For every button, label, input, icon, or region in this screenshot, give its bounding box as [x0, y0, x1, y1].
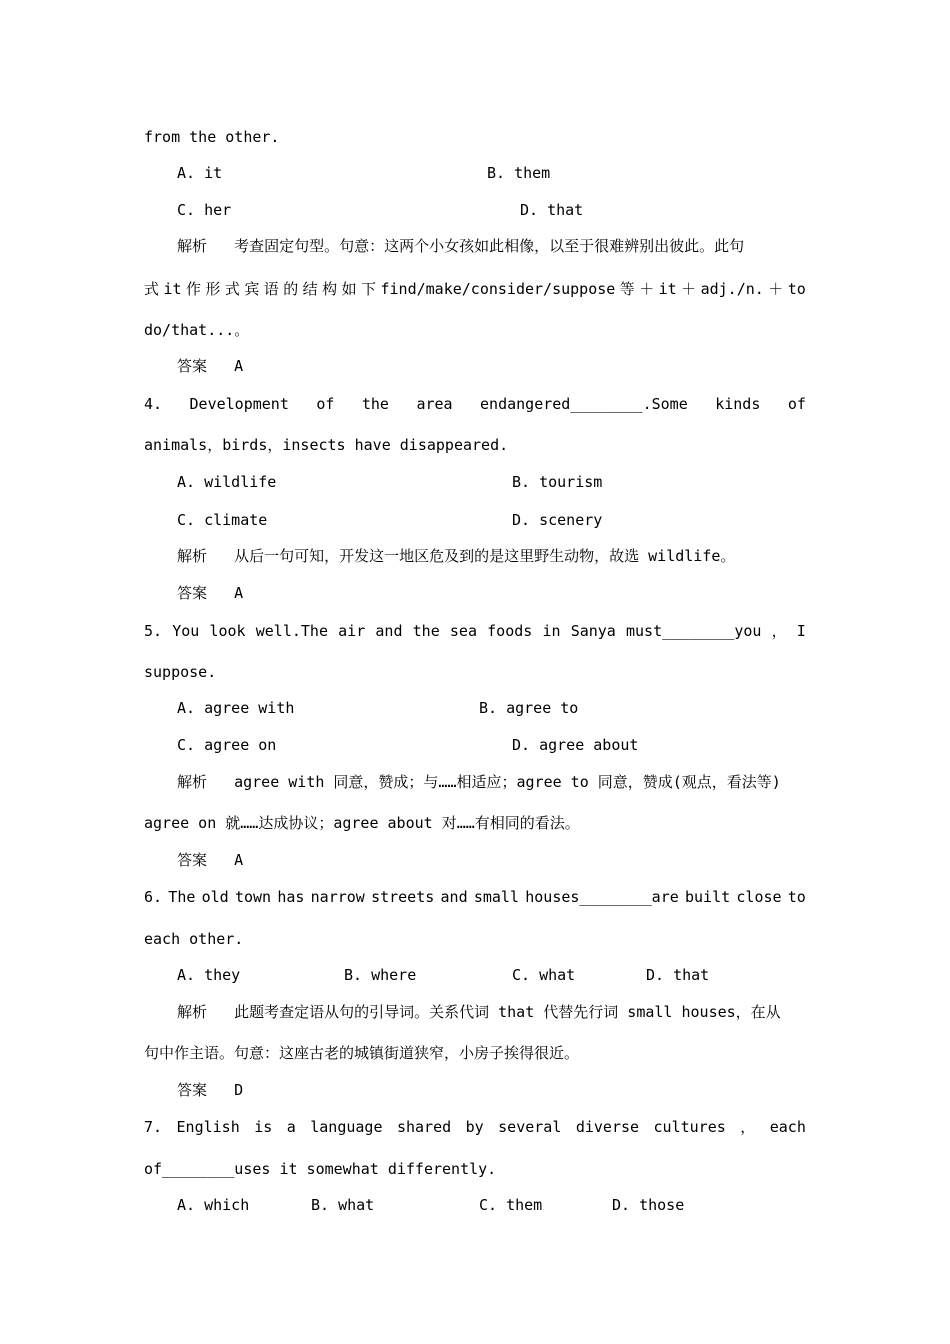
word: a	[286, 1118, 296, 1136]
word: must________you	[626, 622, 762, 640]
word: Sanya	[570, 622, 616, 640]
word: and	[440, 888, 468, 906]
q6-explanation-line1: 解析 此题考查定语从句的引导词。关系代词 that 代替先行词 small houses，在从	[177, 1003, 781, 1021]
word: it	[163, 280, 182, 298]
word: kinds	[715, 395, 761, 413]
word: 形	[205, 280, 221, 298]
q4-option-b: B. tourism	[512, 473, 603, 491]
q7-option-c: C. them	[479, 1196, 543, 1214]
word: 如	[341, 280, 357, 298]
word: well.The	[255, 622, 328, 640]
word: to	[787, 888, 806, 906]
word: area	[416, 395, 453, 413]
q5-answer: 答案 A	[177, 851, 244, 869]
q4-stem-line2: animals，birds，insects have disappeared.	[144, 436, 509, 454]
word: foods	[487, 622, 533, 640]
word: several	[498, 1118, 562, 1136]
word: 式	[144, 280, 160, 298]
word: 构	[322, 280, 338, 298]
word: diverse	[575, 1118, 640, 1136]
word: 的	[283, 280, 299, 298]
q7-stem-line1	[144, 1117, 806, 1137]
word: I	[796, 622, 806, 640]
word: small	[473, 888, 519, 906]
word: narrow	[310, 888, 365, 906]
q5-option-d: D. agree about	[512, 736, 639, 754]
word: has	[277, 888, 305, 906]
q6-answer: 答案 D	[177, 1081, 244, 1099]
word: 下	[361, 280, 377, 298]
word: 6.	[144, 888, 163, 906]
q3-explanation-line2	[144, 279, 806, 299]
word: ，	[740, 1118, 756, 1136]
q7-option-a: A. which	[177, 1196, 250, 1214]
word: the	[361, 395, 389, 413]
word: is	[254, 1118, 273, 1136]
word: to	[787, 280, 806, 298]
q3-option-d: D. that	[520, 201, 584, 219]
q4-answer: 答案 A	[177, 584, 244, 602]
q5-option-b: B. agree to	[479, 699, 579, 717]
q5-option-c: C. agree on	[177, 736, 277, 754]
q3-option-a: A. it	[177, 164, 223, 182]
word: 等	[619, 280, 635, 298]
word: cultures	[653, 1118, 726, 1136]
q6-stem-line1	[144, 887, 806, 907]
word: adj./n.	[700, 280, 764, 298]
q6-explanation-line2: 句中作主语。句意：这座古老的城镇街道狭窄，小房子挨得很近。	[144, 1044, 580, 1062]
q7-stem-line2: of________uses it somewhat differently.	[144, 1160, 497, 1178]
q6-option-a: A. they	[177, 966, 241, 984]
word: 宾	[244, 280, 260, 298]
q4-explanation: 解析 从后一句可知，开发这一地区危及到的是这里野生动物，故选 wildlife。	[177, 547, 736, 565]
word: endangered________.Some	[480, 395, 688, 413]
word: 语	[263, 280, 279, 298]
q7-option-b: B. what	[311, 1196, 375, 1214]
word: built	[685, 888, 731, 906]
word: streets	[371, 888, 435, 906]
q3-option-b: B. them	[487, 164, 551, 182]
q6-option-c: C. what	[512, 966, 576, 984]
q3-stem-tail: from the other.	[144, 128, 280, 146]
word: You	[172, 622, 200, 640]
q5-stem-line1	[144, 621, 806, 641]
q7-option-d: D. those	[612, 1196, 685, 1214]
word: each	[769, 1118, 806, 1136]
word: 结	[302, 280, 318, 298]
word: of	[316, 395, 335, 413]
word: houses________are	[525, 888, 679, 906]
q5-explanation-line2: agree on 就……达成协议；agree about 对……有相同的看法。	[144, 814, 580, 832]
word: ，	[771, 622, 787, 640]
q3-explanation-line1: 解析 考查固定句型。句意：这两个小女孩如此相像，以至于很难辨别出彼此。此句	[177, 237, 745, 255]
word: English	[176, 1118, 240, 1136]
q5-stem-line2: suppose.	[144, 663, 217, 681]
word: close	[736, 888, 782, 906]
word: by	[465, 1118, 484, 1136]
word: The	[168, 888, 196, 906]
word: ＋	[681, 280, 697, 298]
q6-stem-line2: each other.	[144, 930, 244, 948]
word: Development	[189, 395, 289, 413]
word: the	[412, 622, 440, 640]
q4-option-a: A. wildlife	[177, 473, 277, 491]
word: 作	[185, 280, 201, 298]
q4-stem-line1	[144, 394, 806, 414]
word: ＋	[768, 280, 784, 298]
q3-explanation-line3: do/that...。	[144, 321, 250, 339]
word: town	[234, 888, 272, 906]
word: language	[310, 1118, 383, 1136]
word: it	[658, 280, 677, 298]
word: old	[201, 888, 229, 906]
word: in	[542, 622, 561, 640]
word: 式	[224, 280, 240, 298]
word: look	[209, 622, 246, 640]
q6-option-b: B. where	[344, 966, 417, 984]
word: 4.	[144, 395, 163, 413]
word: shared	[396, 1118, 452, 1136]
word: ＋	[639, 280, 655, 298]
word: find/make/consider/suppose	[380, 280, 616, 298]
word: 5.	[144, 622, 163, 640]
q5-explanation-line1: 解析 agree with 同意，赞成；与……相适应；agree to 同意，赞成(观点，看法等)	[177, 773, 781, 791]
q6-option-d: D. that	[646, 966, 710, 984]
q5-option-a: A. agree with	[177, 699, 295, 717]
word: sea	[449, 622, 477, 640]
word: of	[787, 395, 806, 413]
word: 7.	[144, 1118, 163, 1136]
q4-option-c: C. climate	[177, 511, 268, 529]
q3-answer: 答案 A	[177, 357, 244, 375]
q4-option-d: D. scenery	[512, 511, 603, 529]
word: and	[375, 622, 403, 640]
q3-option-c: C. her	[177, 201, 232, 219]
word: air	[338, 622, 366, 640]
